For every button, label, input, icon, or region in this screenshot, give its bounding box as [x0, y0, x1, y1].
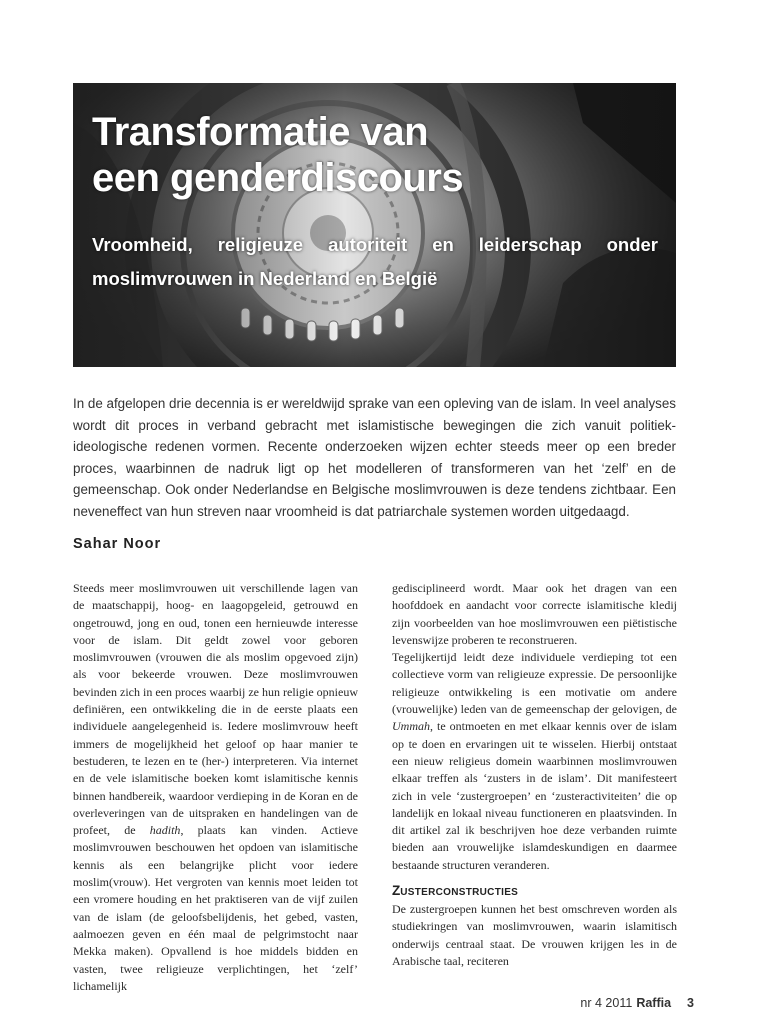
- magazine-name: Raffia: [636, 996, 672, 1010]
- italic-term: Ummah: [392, 719, 430, 734]
- intro-paragraph: In de afgelopen drie decennia is er wereldwijd sprake van een opleving van de islam. In veel analyses wordt dit proces in verband gebracht met islamistische bewegingen die zich vanuit politiek-ideologische redenen vormen. Recente onderzoeken wijzen echter steeds meer op een breder proces, waarbinnen de nadruk ligt op het modelleren of transformeren van het ‘zelf’ en de gemeenschap. Ook onder Nederlandse en Belgische moslimvrouwen is deze tendens zichtbaar. Een neveneffect van hun streven naar vroomheid is dat patriarchale systemen worden uitgedaagd.: [73, 396, 676, 519]
- body-paragraph: De zustergroepen kunnen het best omschreven worden als studiekringen van moslimvrouwen, waarin islamitisch onderwijs centraal staat. De vrouwen krijgen les in de Arabische taal, reciteren: [392, 902, 677, 968]
- author-name: Sahar Noor: [73, 536, 162, 552]
- title-line-1: Transformatie van: [92, 110, 429, 154]
- article-title: [92, 109, 463, 201]
- page-number: 3: [687, 996, 694, 1010]
- section-heading: ZUSTERCONSTRUCTIES: [392, 883, 519, 899]
- right-column: [392, 580, 677, 970]
- article-subtitle: Vroomheid, religieuze autoriteit en leiderschap onder moslimvrouwen in Nederland en België: [92, 234, 658, 289]
- italic-term: hadith: [149, 823, 181, 838]
- header-image: [73, 83, 676, 367]
- body-paragraph: Steeds meer moslimvrouwen uit verschillende lagen van de maatschappij, hoog- en laagopgeleid, getrouwd en ongetrouwd, jong en oud, tonen een hernieuwde interesse voor de islam. Dit geldt zowel voor geboren moslimvrouwen (vrouwen die als moslim opgevoed zijn) als voor bekeerde vrouwen. Deze moslimvrouwen bevinden zich in een proces waarbij ze hun religie opnieuw definiëren, een ontwikkeling die in de eerste plaats een individuele aangelegenheid is. Iedere moslimvrouw heeft immers de mogelijkheid het geloof op haar manier te bestuderen, te lezen en te (her-) interpreteren. Via internet en de vele islamitische boeken komt islamitische kennis binnen handbereik, waardoor verdieping in de Koran en de overleveringen van de uitspraken en handelingen van de profeet, de hadith, plaats kan vinden. Actieve moslimvrouwen beschouwen het opdoen van islamitische kennis als een belangrijke plicht voor iedere moslim(vrouw). Het vergroten van kennis moet leiden tot een vromere houding en het praktiseren van de vijf zuilen van de islam (de geloofsbelijdenis, het gebed, vasten, aalmoezen geven en één maal de pelgrimstocht naar Mekka maken). Opvallend is hoe middels bidden en vasten, twee religieuze verplichtingen, het ‘zelf’ lichamelijk: [73, 581, 358, 993]
- page-footer: [580, 996, 694, 1010]
- issue-number: nr 4 2011: [580, 996, 633, 1010]
- body-paragraph: Tegelijkertijd leidt deze individuele verdieping tot een collectieve vorm van religieuze expressie. De persoonlijke religieuze ontwikkeling is een motivatie om andere (vrouwelijke) leden van de gemeenschap der gelovigen, de Ummah, te ontmoeten en met elkaar kennis over de islam op te doen en ervaringen uit te wisselen. Hierbij ontstaat een nieuw religieus domein waarbinnen moslimvrouwen elkaar treffen als ‘zusters in de islam’. Dit manifesteert zich in vele ‘zustergroepen’ en ‘zusteractiviteiten’ die op landelijk en lokaal niveau functioneren en plaatsvinden. In dit artikel zal ik beschrijven hoe deze verbanden ruimte bieden aan vrouwelijke islamdeskundigen en daarmee bestaande structuren veranderen.: [392, 650, 677, 872]
- left-column: [73, 580, 358, 995]
- title-line-2: een genderdiscours: [92, 156, 464, 200]
- body-paragraph: gedisciplineerd wordt. Maar ook het dragen van een hoofddoek en aandacht voor correcte islamitische kledij zijn voorbeelden van hoe moslimvrouwen een piëtistische levenswijze proberen te reconstrueren.: [392, 581, 677, 647]
